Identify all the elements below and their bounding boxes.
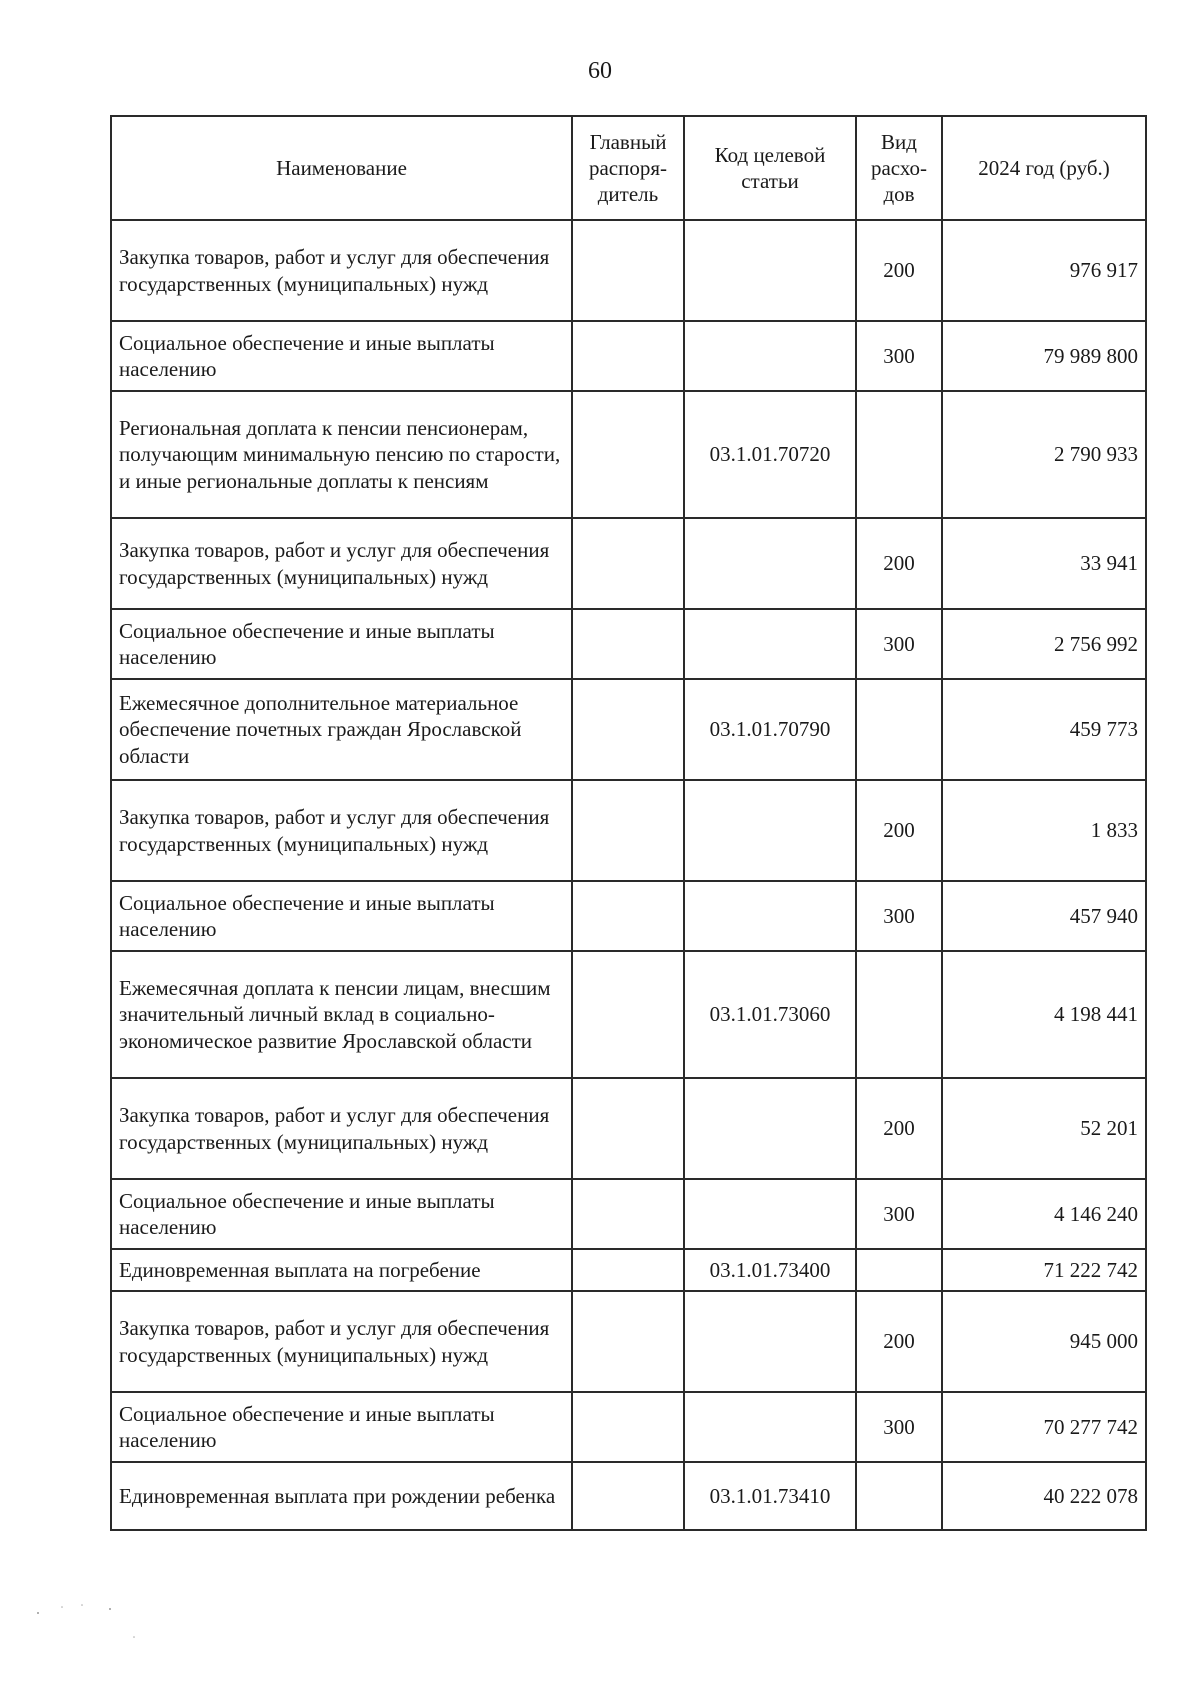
cell-grbs (572, 780, 684, 881)
table-row (111, 220, 1146, 321)
table-row (111, 780, 1146, 881)
cell-code (684, 609, 856, 679)
cell-amount: 2 756 992 (942, 609, 1146, 679)
cell-type: 300 (856, 881, 942, 951)
cell-name: Закупка товаров, работ и услуг для обеспечения государственных (муниципальных) нужд (111, 1291, 572, 1392)
header-type: Вид расхо-дов (856, 116, 942, 220)
cell-grbs (572, 1291, 684, 1392)
cell-code: 03.1.01.70790 (684, 679, 856, 780)
budget-table (110, 115, 1147, 1531)
cell-type (856, 1249, 942, 1291)
cell-type: 300 (856, 1392, 942, 1462)
cell-amount: 459 773 (942, 679, 1146, 780)
table-row (111, 679, 1146, 780)
header-row (111, 116, 1146, 220)
cell-grbs (572, 1462, 684, 1530)
cell-grbs (572, 609, 684, 679)
cell-amount: 40 222 078 (942, 1462, 1146, 1530)
cell-type: 200 (856, 1291, 942, 1392)
table-row (111, 1179, 1146, 1249)
cell-name: Единовременная выплата на погребение (111, 1249, 572, 1291)
cell-amount: 71 222 742 (942, 1249, 1146, 1291)
table-row (111, 1392, 1146, 1462)
table-row (111, 1078, 1146, 1179)
cell-grbs (572, 881, 684, 951)
cell-type (856, 679, 942, 780)
cell-code: 03.1.01.70720 (684, 391, 856, 518)
cell-code (684, 518, 856, 609)
cell-type (856, 391, 942, 518)
header-code: Код целевой статьи (684, 116, 856, 220)
cell-name: Социальное обеспечение и иные выплаты населению (111, 321, 572, 391)
cell-amount: 4 198 441 (942, 951, 1146, 1078)
cell-amount: 945 000 (942, 1291, 1146, 1392)
table-row (111, 881, 1146, 951)
cell-type: 200 (856, 780, 942, 881)
cell-amount: 70 277 742 (942, 1392, 1146, 1462)
cell-name: Закупка товаров, работ и услуг для обеспечения государственных (муниципальных) нужд (111, 780, 572, 881)
cell-grbs (572, 1078, 684, 1179)
cell-amount: 52 201 (942, 1078, 1146, 1179)
cell-grbs (572, 1179, 684, 1249)
header-grbs: Главный распоря-дитель (572, 116, 684, 220)
cell-amount: 79 989 800 (942, 321, 1146, 391)
table-row (111, 951, 1146, 1078)
cell-grbs (572, 1249, 684, 1291)
cell-code (684, 321, 856, 391)
cell-type (856, 1462, 942, 1530)
cell-code: 03.1.01.73410 (684, 1462, 856, 1530)
cell-grbs (572, 679, 684, 780)
cell-name: Социальное обеспечение и иные выплаты населению (111, 609, 572, 679)
table-row (111, 609, 1146, 679)
cell-grbs (572, 518, 684, 609)
cell-code (684, 1291, 856, 1392)
cell-amount: 457 940 (942, 881, 1146, 951)
cell-grbs (572, 220, 684, 321)
cell-type: 300 (856, 321, 942, 391)
cell-name: Социальное обеспечение и иные выплаты населению (111, 1392, 572, 1462)
cell-amount: 2 790 933 (942, 391, 1146, 518)
cell-type: 300 (856, 1179, 942, 1249)
scan-specks (30, 1595, 170, 1655)
cell-amount: 976 917 (942, 220, 1146, 321)
cell-grbs (572, 321, 684, 391)
table-row (111, 321, 1146, 391)
table-row (111, 518, 1146, 609)
cell-name: Социальное обеспечение и иные выплаты населению (111, 881, 572, 951)
cell-type: 200 (856, 1078, 942, 1179)
page-number: 60 (588, 58, 612, 84)
cell-code (684, 780, 856, 881)
cell-name: Закупка товаров, работ и услуг для обеспечения государственных (муниципальных) нужд (111, 1078, 572, 1179)
header-name: Наименование (111, 116, 572, 220)
cell-type: 200 (856, 518, 942, 609)
cell-type (856, 951, 942, 1078)
table-row (111, 391, 1146, 518)
table-row (111, 1291, 1146, 1392)
cell-name: Ежемесячная доплата к пенсии лицам, внесшим значительный личный вклад в социально-экономическое развитие Ярославской области (111, 951, 572, 1078)
cell-code: 03.1.01.73400 (684, 1249, 856, 1291)
cell-grbs (572, 951, 684, 1078)
cell-name: Региональная доплата к пенсии пенсионерам, получающим минимальную пенсию по старости, и иные региональные доплаты к пенсиям (111, 391, 572, 518)
cell-name: Закупка товаров, работ и услуг для обеспечения государственных (муниципальных) нужд (111, 220, 572, 321)
cell-code: 03.1.01.73060 (684, 951, 856, 1078)
cell-code (684, 220, 856, 321)
cell-amount: 4 146 240 (942, 1179, 1146, 1249)
cell-name: Социальное обеспечение и иные выплаты населению (111, 1179, 572, 1249)
cell-amount: 1 833 (942, 780, 1146, 881)
cell-grbs (572, 391, 684, 518)
cell-type: 300 (856, 609, 942, 679)
table-row (111, 1249, 1146, 1291)
cell-name: Единовременная выплата при рождении ребенка (111, 1462, 572, 1530)
cell-name: Закупка товаров, работ и услуг для обеспечения государственных (муниципальных) нужд (111, 518, 572, 609)
table-row (111, 1462, 1146, 1530)
cell-amount: 33 941 (942, 518, 1146, 609)
cell-code (684, 1179, 856, 1249)
cell-code (684, 1078, 856, 1179)
header-amount: 2024 год (руб.) (942, 116, 1146, 220)
cell-code (684, 881, 856, 951)
table-body (111, 220, 1146, 1530)
cell-name: Ежемесячное дополнительное материальное обеспечение почетных граждан Ярославской области (111, 679, 572, 780)
cell-code (684, 1392, 856, 1462)
cell-grbs (572, 1392, 684, 1462)
cell-type: 200 (856, 220, 942, 321)
